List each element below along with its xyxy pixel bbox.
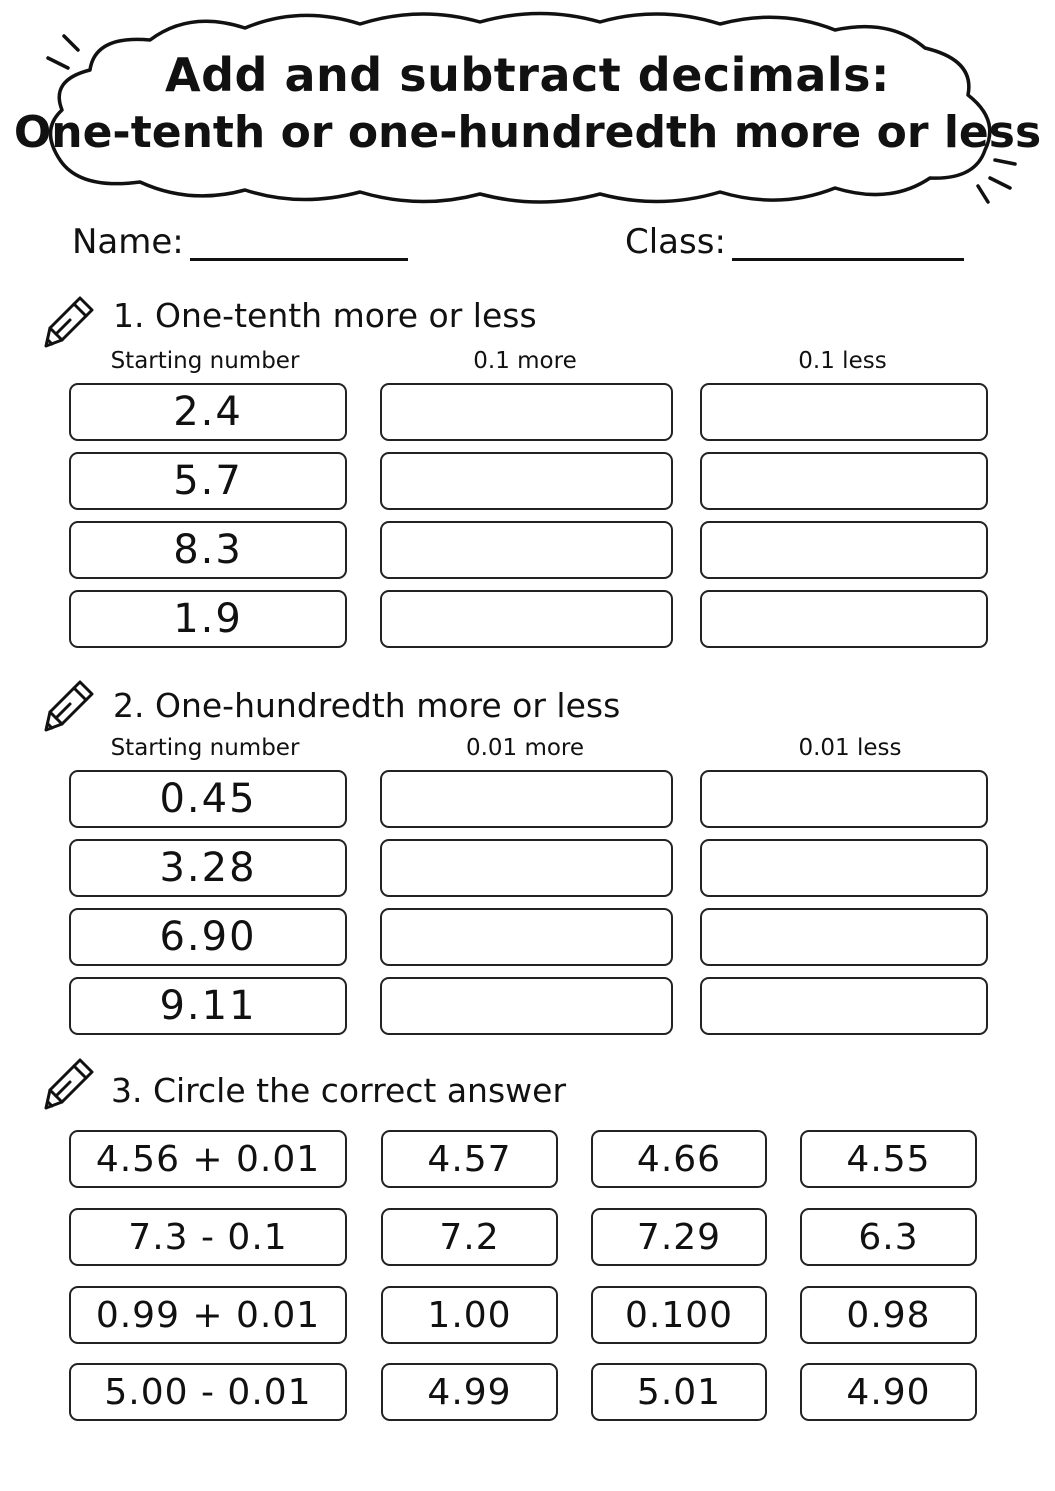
starting-number-box: 3.28 xyxy=(69,839,347,897)
name-label: Name: xyxy=(72,222,184,262)
emphasis-mark xyxy=(995,160,1015,164)
column-header-starting-number: Starting number xyxy=(110,735,300,761)
answer-box-less[interactable] xyxy=(700,908,988,966)
question-expression: 4.56 + 0.01 xyxy=(69,1130,347,1188)
section-3-heading: 3. Circle the correct answer xyxy=(111,1071,567,1110)
answer-option[interactable]: 0.100 xyxy=(591,1286,767,1344)
answer-option[interactable]: 4.55 xyxy=(800,1130,977,1188)
answer-option[interactable]: 1.00 xyxy=(381,1286,558,1344)
question-expression: 0.99 + 0.01 xyxy=(69,1286,347,1344)
answer-box-less[interactable] xyxy=(700,383,988,441)
answer-option[interactable]: 7.2 xyxy=(381,1208,558,1266)
answer-option[interactable]: 4.57 xyxy=(381,1130,558,1188)
column-header-0-1-more: 0.1 more xyxy=(473,348,577,374)
name-field[interactable] xyxy=(190,258,408,261)
answer-box-less[interactable] xyxy=(700,452,988,510)
column-header-0-1-less: 0.1 less xyxy=(798,348,887,374)
starting-number-box: 8.3 xyxy=(69,521,347,579)
section-1-heading: 1. One-tenth more or less xyxy=(113,296,537,335)
starting-number-box: 1.9 xyxy=(69,590,347,648)
page-title-line-1: Add and subtract decimals: xyxy=(165,48,890,102)
answer-box-less[interactable] xyxy=(700,977,988,1035)
column-header-0-01-more: 0.01 more xyxy=(465,735,585,761)
answer-option[interactable]: 7.29 xyxy=(591,1208,767,1266)
answer-option[interactable]: 4.90 xyxy=(800,1363,977,1421)
answer-box-more[interactable] xyxy=(380,839,673,897)
answer-box-more[interactable] xyxy=(380,383,673,441)
starting-number-box: 0.45 xyxy=(69,770,347,828)
answer-box-less[interactable] xyxy=(700,521,988,579)
pencil-icon xyxy=(44,678,96,734)
class-field[interactable] xyxy=(732,258,964,261)
question-expression: 5.00 - 0.01 xyxy=(69,1363,347,1421)
pencil-icon xyxy=(44,294,96,350)
starting-number-box: 5.7 xyxy=(69,452,347,510)
answer-box-more[interactable] xyxy=(380,452,673,510)
answer-box-less[interactable] xyxy=(700,839,988,897)
answer-box-more[interactable] xyxy=(380,770,673,828)
starting-number-box: 2.4 xyxy=(69,383,347,441)
class-label: Class: xyxy=(625,222,726,262)
pencil-icon xyxy=(44,1056,96,1112)
emphasis-mark xyxy=(990,178,1010,188)
starting-number-box: 9.11 xyxy=(69,977,347,1035)
question-expression: 7.3 - 0.1 xyxy=(69,1208,347,1266)
column-header-starting-number: Starting number xyxy=(110,348,300,374)
answer-box-less[interactable] xyxy=(700,770,988,828)
starting-number-box: 6.90 xyxy=(69,908,347,966)
section-2-heading: 2. One-hundredth more or less xyxy=(113,686,621,725)
answer-option[interactable]: 0.98 xyxy=(800,1286,977,1344)
answer-box-more[interactable] xyxy=(380,977,673,1035)
column-header-0-01-less: 0.01 less xyxy=(798,735,902,761)
answer-box-more[interactable] xyxy=(380,590,673,648)
answer-option[interactable]: 5.01 xyxy=(591,1363,767,1421)
answer-box-less[interactable] xyxy=(700,590,988,648)
page-title-line-2: One-tenth or one-hundredth more or less xyxy=(13,107,1042,158)
answer-box-more[interactable] xyxy=(380,908,673,966)
answer-option[interactable]: 4.99 xyxy=(381,1363,558,1421)
answer-option[interactable]: 4.66 xyxy=(591,1130,767,1188)
answer-box-more[interactable] xyxy=(380,521,673,579)
emphasis-mark xyxy=(978,186,988,202)
answer-option[interactable]: 6.3 xyxy=(800,1208,977,1266)
